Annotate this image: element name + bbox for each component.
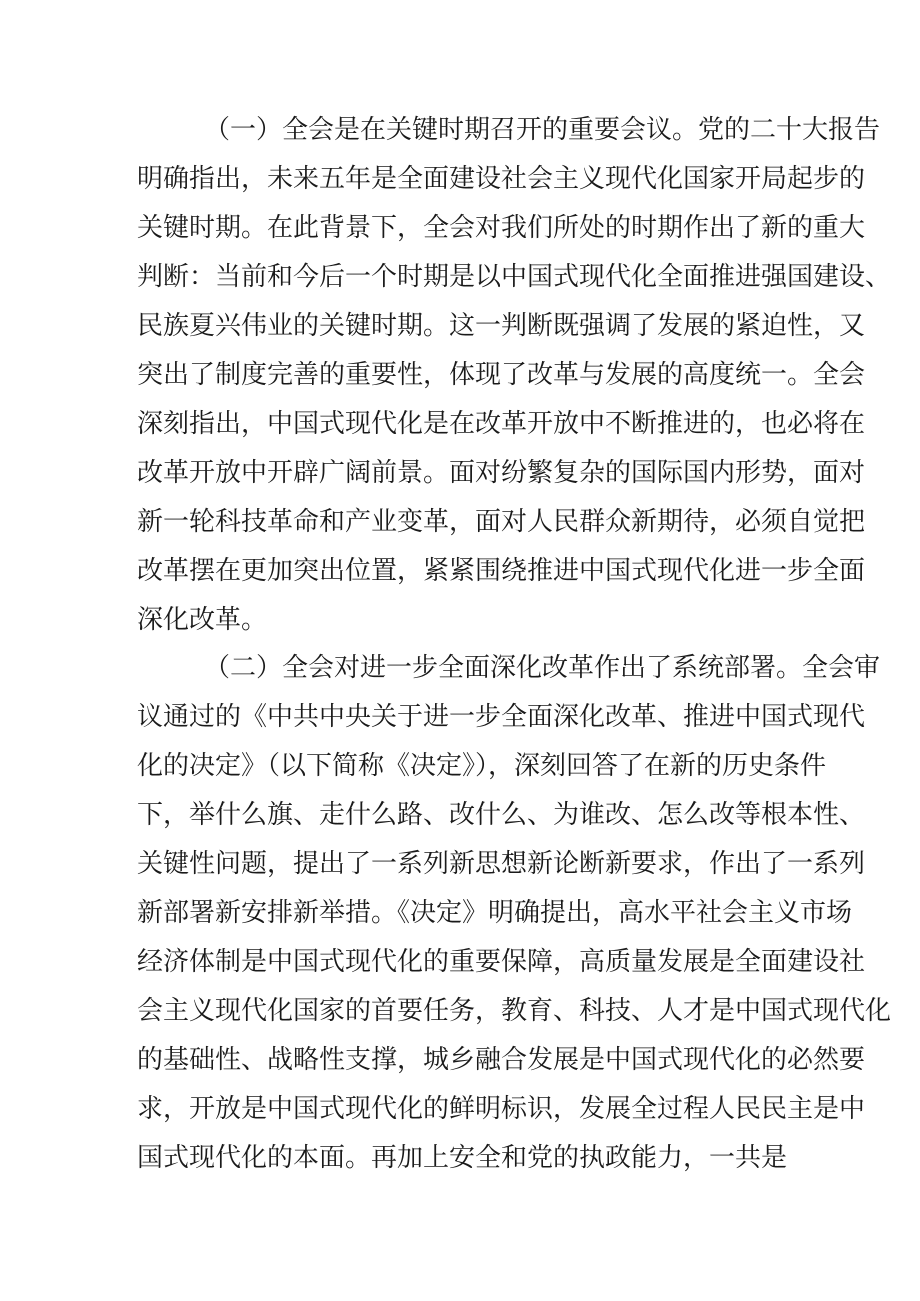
- paragraph-line: 经济体制是中国式现代化的重要保障，高质量发展是全面建设社: [137, 947, 866, 977]
- paragraph-line: 关键性问题，提出了一系列新思想新论断新要求，作出了一系列: [137, 849, 866, 879]
- paragraph-line: 化的决定》（以下简称《决定》），深刻回答了在新的历史条件: [137, 751, 827, 781]
- paragraph-line: 明确指出，未来五年是全面建设社会主义现代化国家开局起步的: [137, 164, 866, 194]
- paragraph-line: 的基础性、战略性支撑，城乡融合发展是中国式现代化的必然要: [137, 1045, 866, 1075]
- paragraph-line: 会主义现代化国家的首要任务，教育、科技、人才是中国式现代化: [137, 996, 892, 1026]
- paragraph-line: 求，开放是中国式现代化的鲜明标识，发展全过程人民民主是中: [137, 1094, 866, 1124]
- paragraph-line: 改革摆在更加突出位置，紧紧围绕推进中国式现代化进一步全面: [137, 556, 866, 586]
- paragraph-line: 新部署新安排新举措。《决定》明确提出，高水平社会主义市场: [137, 898, 853, 928]
- paragraph-line: 新一轮科技革命和产业变革，面对人民群众新期待，必须自觉把: [137, 507, 866, 537]
- paragraph-line: 深刻指出，中国式现代化是在改革开放中不断推进的，也必将在: [137, 409, 866, 439]
- paragraph-line: 民族夏兴伟业的关键时期。这一判断既强调了发展的紧迫性，又: [137, 311, 866, 341]
- paragraph-line: 改革开放中开辟广阔前景。面对纷繁复杂的国际国内形势，面对: [137, 458, 866, 488]
- paragraph-line: 议通过的《中共中央关于进一步全面深化改革、推进中国式现代: [137, 702, 866, 732]
- paragraph-line: 突出了制度完善的重要性，体现了改革与发展的高度统一。全会: [137, 360, 866, 390]
- paragraph-line: 下，举什么旗、走什么路、改什么、为谁改、怎么改等根本性、: [137, 800, 866, 830]
- paragraph-line: （一）全会是在关键时期召开的重要会议。党的二十大报告: [204, 115, 881, 145]
- paragraph-line: （二）全会对进一步全面深化改革作出了系统部署。全会审: [204, 653, 881, 683]
- paragraph-line: 国式现代化的本面。再加上安全和党的执政能力，一共是: [137, 1143, 788, 1173]
- paragraph-line: 判断：当前和今后一个时期是以中国式现代化全面推进强国建设、: [137, 262, 892, 292]
- paragraph-line: 关键时期。在此背景下，全会对我们所处的时期作出了新的重大: [137, 213, 866, 243]
- paragraph-line: 深化改革。: [137, 605, 268, 635]
